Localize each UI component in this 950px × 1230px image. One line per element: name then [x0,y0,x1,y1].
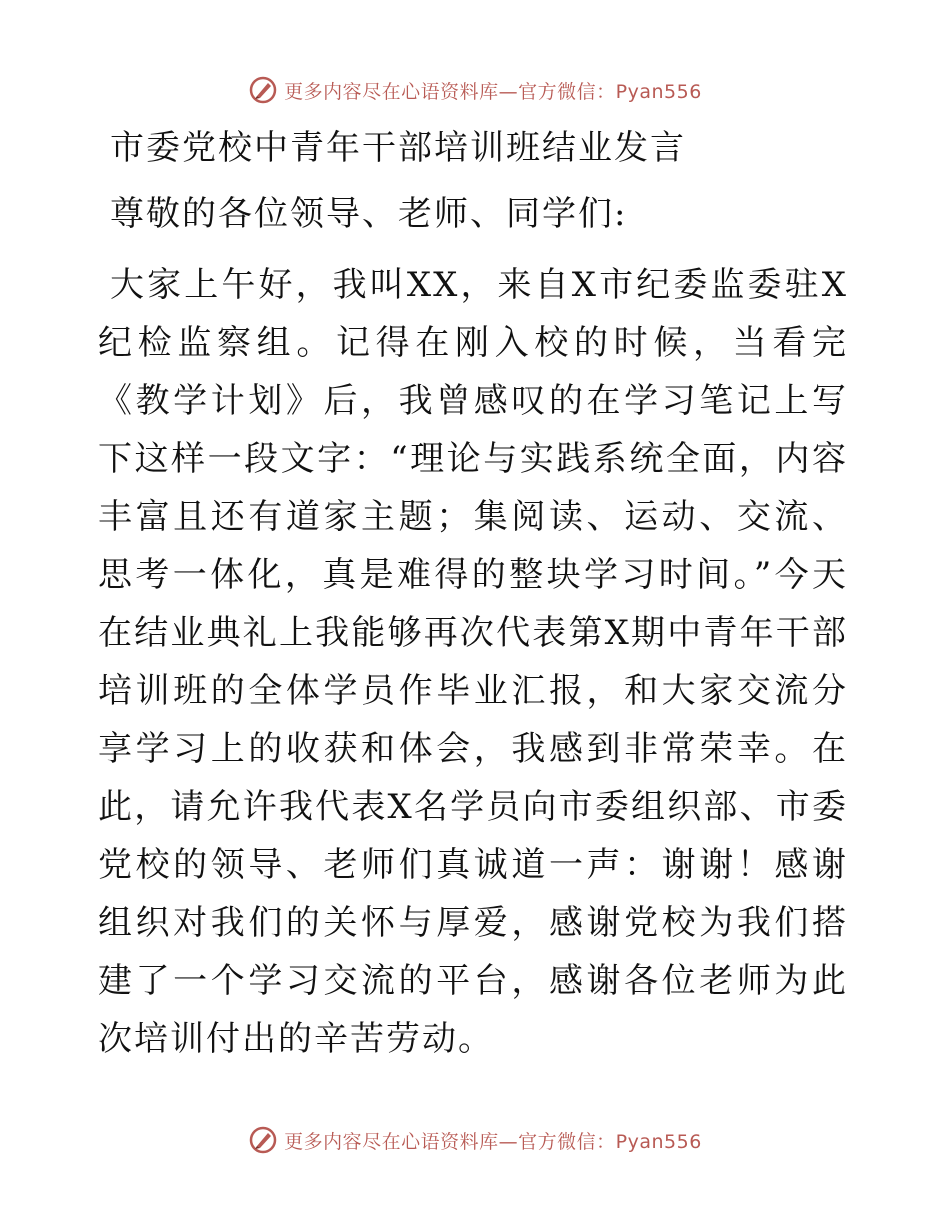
document-body [98,120,858,1068]
pen-logo-icon [248,75,278,105]
header-watermark [0,70,950,110]
footer-watermark [0,1120,950,1160]
salutation: 尊敬的各位领导、老师、同学们: [110,194,628,234]
document-title: 市委党校中青年干部培训班结业发言 [110,128,686,168]
watermark-text: 更多内容尽在心语资料库—官方微信：Pyan556 [284,1130,702,1153]
watermark-text: 更多内容尽在心语资料库—官方微信：Pyan556 [284,80,702,103]
pen-logo-icon [248,1125,278,1155]
body-paragraph: 大家上午好，我叫XX，来自X市纪委监委驻X纪检监察组。记得在刚入校的时候，当看完《教学计划》后，我曾感叹的在学习笔记上写下这样一段文字：“理论与实践系统全面，内容丰富且还有道家主题；集阅读、运动、交流、思考一体化，真是难得的整块学习时间。”今天在结业典礼上我能够再次代表第X期中青年干部培训班的全体学员作毕业汇报，和大家交流分享学习上的收获和体会，我感到非常荣幸。在此，请允许我代表X名学员向市委组织部、市委党校的领导、老师们真诚道一声：谢谢！感谢组织对我们的关怀与厚爱，感谢党校为我们搭建了一个学习交流的平台，感谢各位老师为此次培训付出的辛苦劳动。 [98,265,848,1059]
